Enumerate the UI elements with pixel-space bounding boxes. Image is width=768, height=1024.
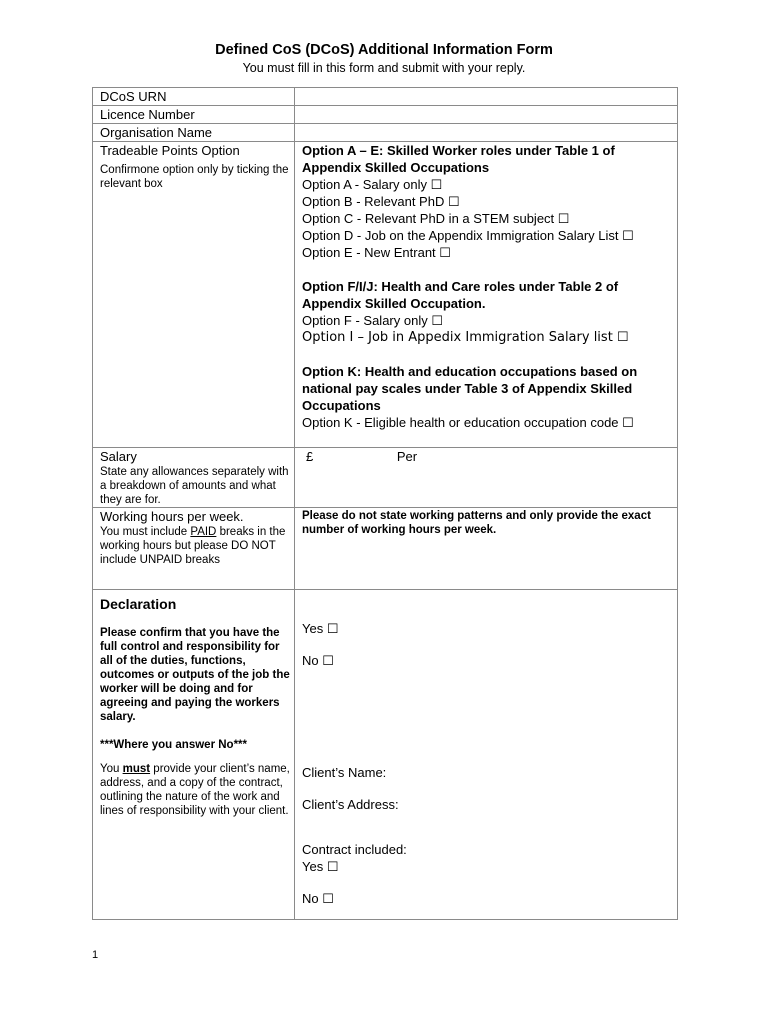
declaration-cell	[93, 590, 295, 920]
contract-yes[interactable]: Yes ☐	[302, 859, 339, 874]
declaration-row	[93, 590, 678, 920]
tradeable-label: Tradeable Points Option	[100, 143, 240, 158]
option-group-a-heading: Option A – E: Skilled Worker roles under Table 1 of Appendix Skilled Occupations	[302, 143, 615, 175]
hours-note	[100, 525, 294, 567]
client-address-label[interactable]: Client’s Address:	[302, 797, 399, 812]
contract-no[interactable]: No ☐	[302, 891, 334, 906]
option-i[interactable]: Option I – Job in Appedix Immigration Salary list ☐	[302, 330, 629, 345]
option-group-k-heading: Option K: Health and education occupations based on national pay scales under Table 3 of Appendix Skilled Occupations	[302, 364, 638, 413]
declaration-no[interactable]: No ☐	[302, 653, 334, 668]
organisation-label: Organisation Name	[93, 124, 295, 142]
option-k[interactable]: Option K - Eligible health or education occupation code ☐	[302, 415, 634, 430]
option-group-f-heading: Option F/I/J: Health and Care roles under Table 2 of Appendix Skilled Occupation.	[302, 279, 619, 311]
hours-note-start: You must include	[100, 526, 188, 538]
licence-label: Licence Number	[93, 106, 295, 124]
urn-row	[93, 88, 678, 106]
salary-field[interactable]	[295, 448, 678, 508]
currency-symbol: £	[306, 449, 314, 464]
page-number: 1	[92, 949, 99, 961]
hours-row	[93, 508, 678, 590]
organisation-field[interactable]	[295, 124, 678, 142]
option-b[interactable]: Option B - Relevant PhD ☐	[302, 194, 460, 209]
salary-cell	[93, 448, 295, 508]
option-c[interactable]: Option C - Relevant PhD in a STEM subject ☐	[302, 211, 570, 226]
declaration-heading: Declaration	[100, 596, 177, 612]
salary-per-label: Per	[396, 449, 418, 464]
must-text-start: You	[100, 763, 120, 775]
hours-cell	[93, 508, 295, 590]
form-title: Defined CoS (DCoS) Additional Information Form	[215, 42, 553, 58]
option-a[interactable]: Option A - Salary only ☐	[302, 177, 443, 192]
urn-field[interactable]	[295, 88, 678, 106]
tradeable-options-cell	[295, 142, 678, 448]
organisation-row	[93, 124, 678, 142]
hours-note-paid: PAID	[190, 526, 217, 538]
declaration-confirm-text: Please confirm that you have the full control and responsibility for all of the duties, functions, outcomes or outputs of the job the worker will be doing and for agreeing and paying the workers salary.	[100, 627, 290, 723]
salary-label: Salary	[100, 449, 137, 464]
must-text-end: provide your client’s name, address, and a copy of the contract, outlining the nature of the work and lines of responsibility with your client.	[100, 763, 290, 817]
form-subtitle: You must fill in this form and submit with your reply.	[242, 61, 526, 75]
tradeable-row	[93, 142, 678, 448]
licence-row	[93, 106, 678, 124]
salary-note: State any allowances separately with a breakdown of amounts and what they are for.	[100, 466, 289, 506]
client-name-label[interactable]: Client’s Name:	[302, 765, 387, 780]
hours-label: Working hours per week.	[100, 509, 244, 524]
option-e[interactable]: Option E - New Entrant ☐	[302, 245, 451, 260]
client-info-instruction	[100, 762, 294, 818]
declaration-answers-cell	[295, 590, 678, 920]
salary-row	[93, 448, 678, 508]
tradeable-cell	[93, 142, 295, 448]
hours-note-end: breaks in the working hours but please DO NOT include UNPAID breaks	[100, 526, 286, 566]
hours-field[interactable]	[295, 508, 678, 590]
option-f[interactable]: Option F - Salary only ☐	[302, 313, 443, 328]
licence-field[interactable]	[295, 106, 678, 124]
declaration-yes[interactable]: Yes ☐	[302, 621, 339, 636]
where-no-heading: ***Where you answer No***	[100, 739, 247, 751]
contract-included-label: Contract included:	[302, 842, 407, 857]
tradeable-note: Confirmone option only by ticking the relevant box	[100, 164, 289, 190]
option-d[interactable]: Option D - Job on the Appendix Immigration Salary List ☐	[302, 228, 634, 243]
information-form-table	[92, 87, 678, 920]
hours-instruction: Please do not state working patterns and only provide the exact number of working hours per week.	[302, 510, 651, 536]
must-word: must	[122, 763, 151, 775]
urn-label: DCoS URN	[93, 88, 295, 106]
